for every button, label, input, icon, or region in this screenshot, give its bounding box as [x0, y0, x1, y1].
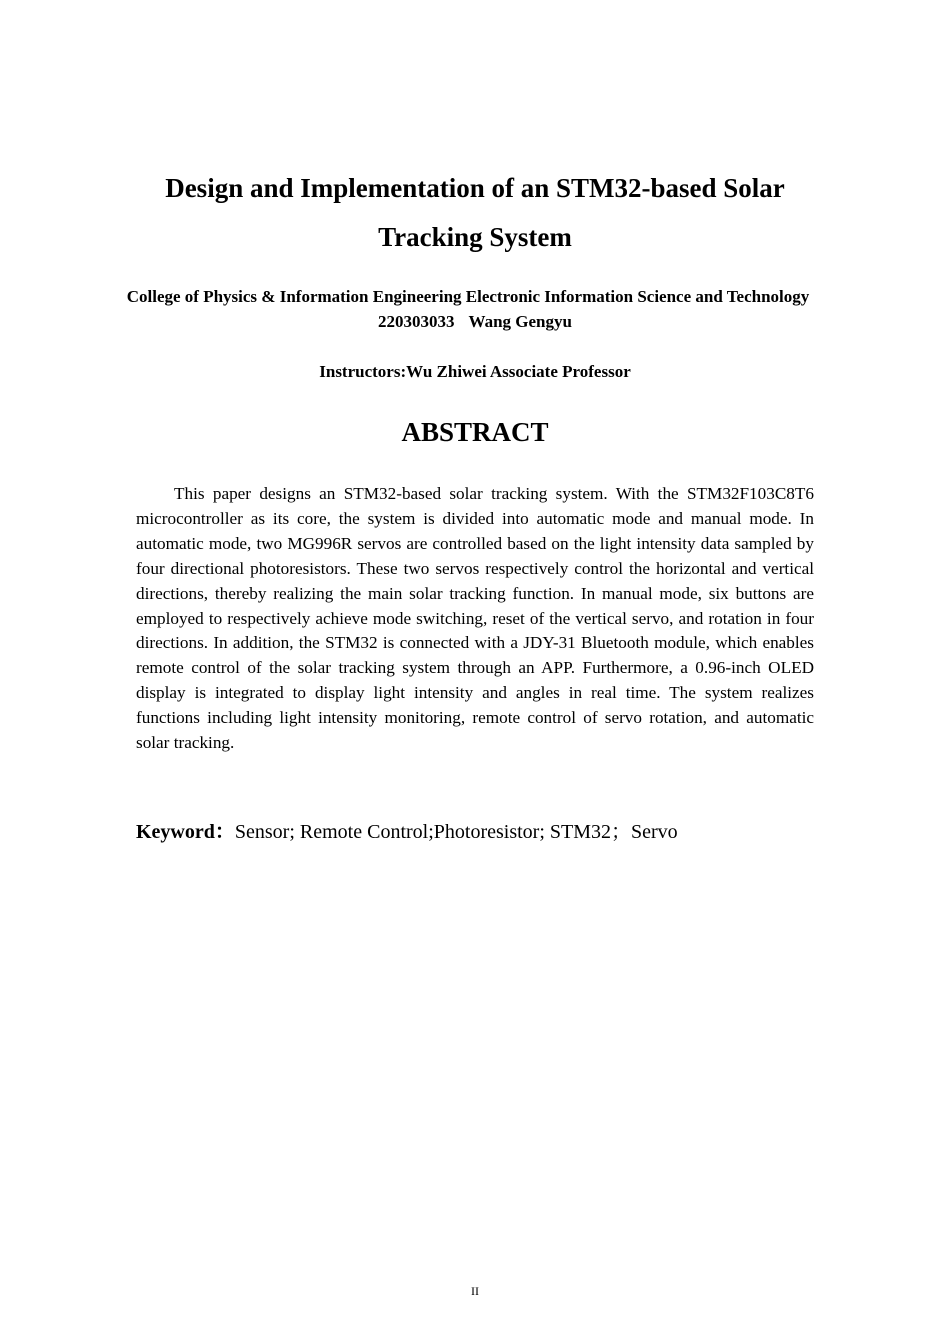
abstract-body: This paper designs an STM32-based solar tracking system. With the STM32F103C8T6 microcontroller as its core, the system is divided into automatic mode and manual mode. In automatic mode, two MG996R servos are controlled based on the light intensity data sampled by four directional photoresistors. These two servos respectively control the horizontal and vertical directions, thereby realizing the main solar tracking function. In manual mode, six buttons are employed to respectively achieve mode switching, reset of the vertical servo, and rotation in four directions. In addition, the STM32 is connected with a JDY-31 Bluetooth module, which enables remote control of the solar tracking system through an APP. Furthermore, a 0.96-inch OLED display is integrated to display light intensity and angles in real time. The system realizes functions including light intensity monitoring, remote control of servo rotation, and automatic solar tracking. [136, 484, 814, 753]
paper-title: Design and Implementation of an STM32-based Solar Tracking System [165, 173, 785, 252]
college-name: College of Physics & Information Engineering Electronic Information Science and Technology [126, 287, 810, 306]
author-name: Wang Gengyu [468, 312, 572, 331]
instructors-line: Instructors:Wu Zhiwei Associate Professor [319, 362, 631, 381]
keywords-label: Keyword： [136, 821, 235, 843]
page-number: II [471, 1284, 479, 1298]
student-id: 220303033 [378, 312, 455, 331]
keywords-line [136, 818, 814, 846]
abstract-heading: ABSTRACT [401, 417, 549, 447]
keywords-values: Sensor; Remote Control;Photoresistor; STM32；Servo [234, 821, 678, 843]
author-affiliation [120, 284, 830, 334]
